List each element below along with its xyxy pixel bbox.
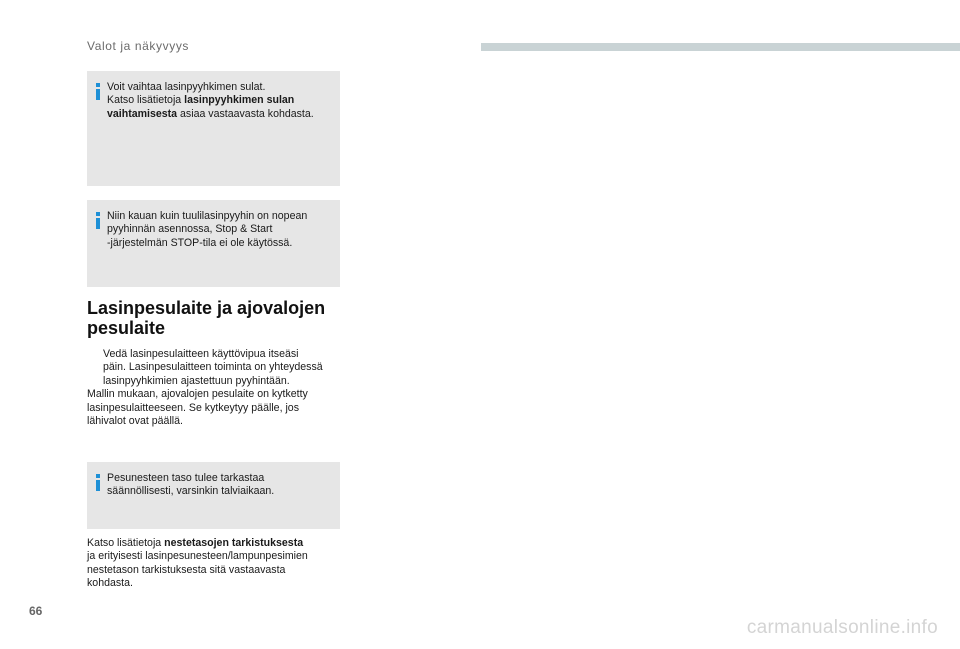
info-icon xyxy=(96,83,100,99)
text-run: Pesunesteen taso tulee tarkastaa xyxy=(107,472,265,484)
bold-reference: lasinpyyhkimen sulan xyxy=(184,94,295,107)
note-text xyxy=(107,472,328,499)
bold-reference: vaihtamisesta xyxy=(107,107,178,120)
info-icon xyxy=(96,212,100,228)
info-icon xyxy=(96,474,100,490)
text-run: asiaa vastaavasta kohdasta. xyxy=(177,107,314,120)
instructions-block xyxy=(87,348,347,428)
closing-paragraph xyxy=(87,537,347,591)
text-run: nestetason tarkistuksesta sitä vastaavasta xyxy=(87,563,286,576)
info-note-wiper-blades xyxy=(87,71,340,186)
text-run: ja erityisesti lasinpesunesteen/lampunpesimien xyxy=(87,550,308,563)
text-run: säännöllisesti, varsinkin talviaikaan. xyxy=(107,485,275,498)
section-heading xyxy=(87,298,347,338)
bullet-item: Vedä lasinpesulaitteen käyttövipua itseäsi päin. Lasinpesulaitteen toiminta on yhteydessä lasinpyyhkimien ajastettuun pyyhintään. xyxy=(103,348,323,387)
text-run: Katso lisätietoja xyxy=(107,94,185,107)
text-run: Voit vaihtaa lasinpyyhkimen sulat. xyxy=(107,81,266,93)
note-text xyxy=(107,81,328,121)
watermark: carmanualsonline.info xyxy=(746,617,938,638)
closing-text xyxy=(87,537,347,591)
bold-reference: nestetasojen tarkistuksesta xyxy=(164,537,304,549)
text-run: Katso lisätietoja xyxy=(87,537,165,549)
text-run: pyyhinnän asennossa, Stop & Start xyxy=(107,223,273,236)
section-label: Valot ja näkyvyys xyxy=(87,39,190,53)
text-run: Niin kauan kuin tuulilasinpyyhin on nopean xyxy=(107,210,308,222)
info-note-fluid-level xyxy=(87,462,340,529)
info-note-stop-start xyxy=(87,200,340,287)
paragraph-headlamp-wash: Mallin mukaan, ajovalojen pesulaite on kytketty lasinpesulaitteeseen. Se kytkeytyy päälle, jos lähivalot ovat päällä. xyxy=(87,388,308,428)
page-number: 66 xyxy=(29,604,43,618)
heading-line-1: Lasinpesulaite ja ajovalojen xyxy=(87,298,326,318)
heading-line-2: pesulaite xyxy=(87,318,166,338)
header-bar xyxy=(481,43,960,51)
note-text xyxy=(107,210,328,250)
text-run: kohdasta. xyxy=(87,577,133,590)
text-run: -järjestelmän STOP-tila ei ole käytössä. xyxy=(107,236,293,249)
